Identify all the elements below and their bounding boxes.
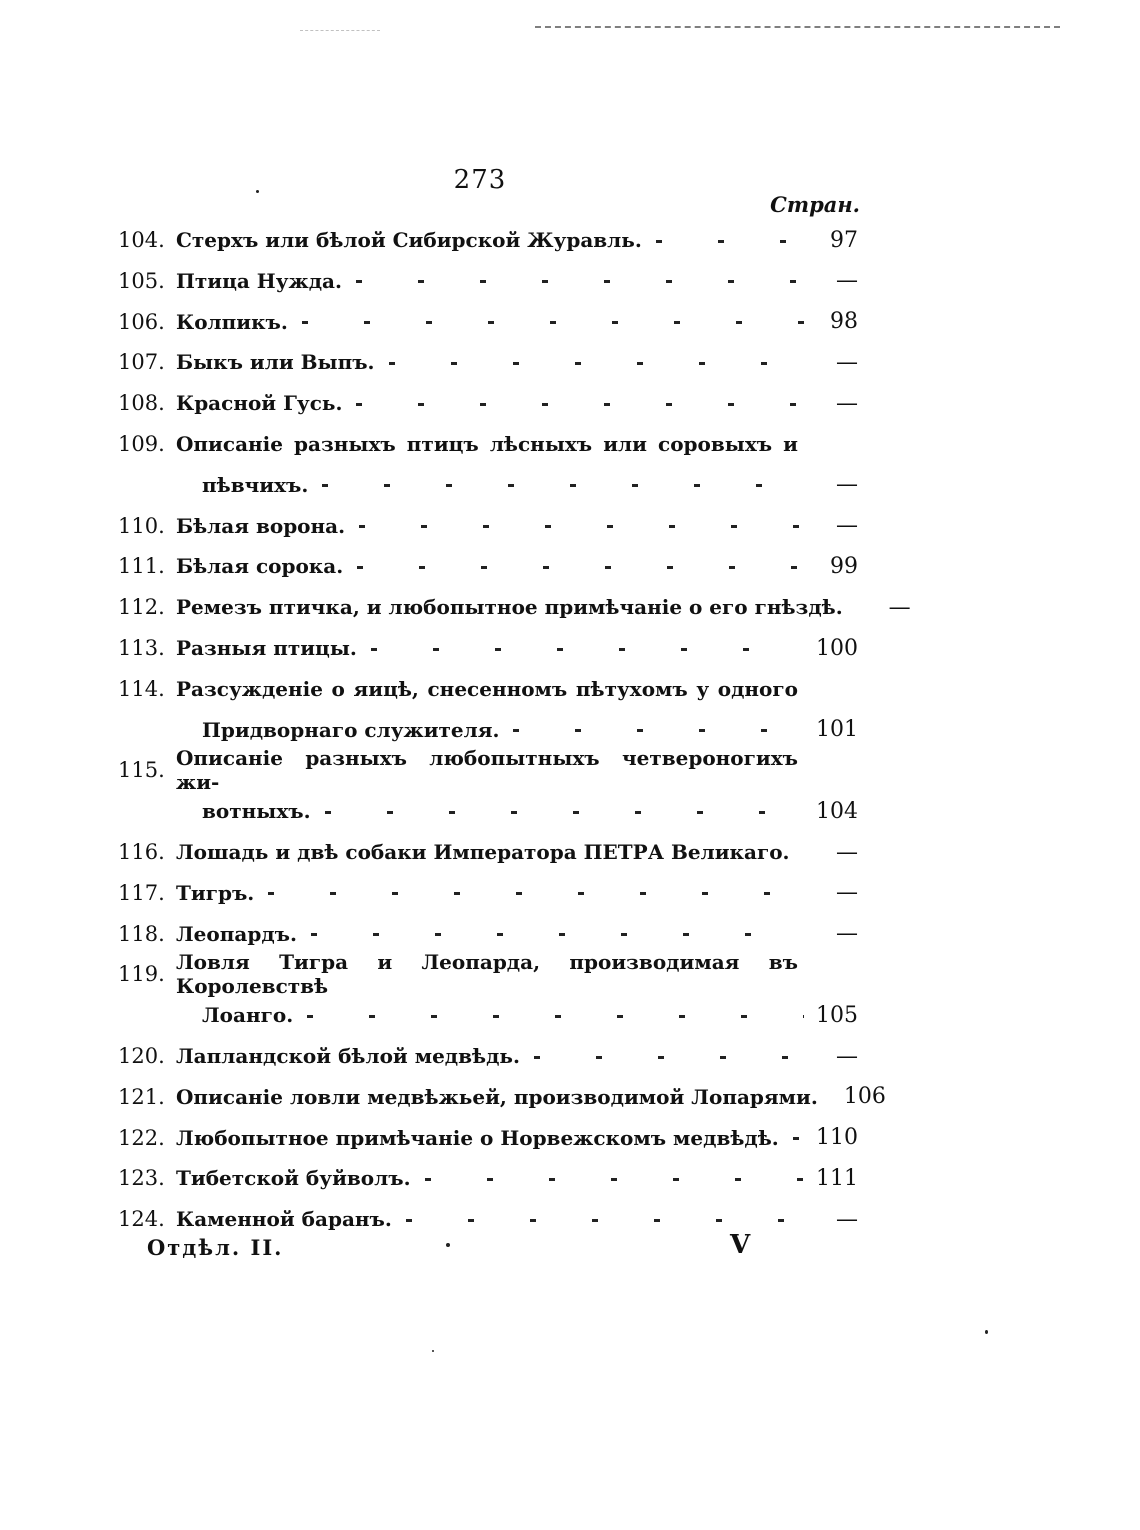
entry-title: Бѣлая сорока. (176, 554, 344, 579)
dot-leader (356, 403, 804, 406)
page-ref: 106 (843, 1084, 886, 1110)
top-rule (535, 26, 1060, 28)
entry-number: 107. (118, 350, 165, 375)
page-ref: 104 (816, 798, 858, 824)
entry-number: 120. (118, 1044, 165, 1068)
dot-leader (307, 1015, 804, 1018)
entry-number: 106. (118, 309, 165, 334)
dot-leader (322, 484, 804, 487)
page-ref: 110 (816, 1125, 858, 1151)
page-ref: 99 (830, 553, 858, 579)
page-ref: — (836, 472, 858, 498)
entry-title: Птица Нужда. (176, 268, 342, 293)
dot-leader (656, 240, 804, 243)
entry-number: 113. (118, 636, 165, 660)
dot-leader (406, 1219, 804, 1222)
page-ref: — (836, 268, 858, 294)
page-ref: 111 (816, 1165, 858, 1191)
entry-number: 105. (118, 268, 165, 293)
entry-title: Ловля Тигра и Леопарда, производимая въ Королевствѣ (176, 950, 798, 999)
entry-title: Описаніе ловли медвѣжьей, производимой Лопарями. (176, 1084, 818, 1109)
entry-title: Лошадь и двѣ собаки Императора ПЕТРА Великаго. (176, 840, 790, 864)
entry-number: 108. (118, 391, 165, 416)
entry-title: Стерхъ или бѣлой Сибирской Журавль. (176, 228, 642, 252)
page-ref: — (836, 839, 858, 865)
dot-leader (357, 566, 804, 569)
entry-title: Тибетской буйволъ. (176, 1166, 411, 1191)
entry-number: 104. (118, 228, 165, 252)
entry-number: 122. (118, 1125, 165, 1150)
toc-line (118, 424, 858, 464)
page-ref: 100 (816, 635, 858, 661)
dot-leader (793, 1137, 804, 1140)
column-header: Стран. (770, 192, 860, 217)
toc-line (118, 506, 858, 546)
toc-line (118, 832, 858, 872)
entry-number: 115. (118, 758, 165, 783)
entry-number: 116. (118, 840, 165, 864)
toc-line (118, 1118, 858, 1158)
entry-number: 111. (118, 554, 165, 579)
entry-title: Придворнаго служителя. (202, 717, 500, 742)
entry-title: Описаніе разныхъ птицъ лѣсныхъ или соровыхъ и (176, 432, 798, 456)
entry-title: Ремезъ птичка, и любопытное примѣчаніе о его гнѣздѣ. (176, 595, 843, 620)
entry-number: 119. (118, 962, 165, 987)
dot-leader (534, 1056, 804, 1059)
page-ref: 97 (830, 227, 858, 253)
page-ref: — (836, 1043, 858, 1069)
dot-leader (371, 648, 804, 651)
signature-mark: V (730, 1230, 751, 1260)
page-ref: — (836, 390, 858, 416)
dot-leader (302, 321, 804, 324)
entry-title: Леопардъ. (176, 921, 297, 946)
entry-number: 118. (118, 921, 165, 946)
entry-number: 114. (118, 676, 165, 701)
toc-line (118, 465, 858, 505)
dot-leader (356, 280, 804, 283)
page-ref: — (836, 1206, 858, 1232)
entry-title: Каменной баранъ. (176, 1207, 392, 1232)
toc-line (118, 1036, 858, 1076)
dot-leader (311, 933, 804, 936)
entry-title: Разныя птицы. (176, 636, 357, 660)
entry-title: пѣвчихъ. (202, 472, 309, 497)
toc-line (118, 995, 858, 1035)
entry-title: вотныхъ. (202, 799, 311, 824)
entry-title: Бѣлая ворона. (176, 513, 346, 538)
top-rule-left (300, 30, 380, 31)
toc-line (118, 628, 858, 668)
toc-line (118, 587, 911, 627)
dot-leader (425, 1178, 804, 1181)
page-number: 273 (453, 165, 507, 195)
entry-title: Быкъ или Выпъ. (176, 350, 375, 375)
toc-line (118, 873, 858, 913)
dot-leader (389, 362, 804, 365)
toc-line (118, 1077, 886, 1117)
toc-line (118, 342, 858, 382)
dot-leader (325, 811, 804, 814)
page-ref: — (888, 594, 911, 620)
toc-line (118, 302, 858, 342)
page-ref: 101 (816, 717, 858, 743)
speck (446, 1243, 450, 1247)
dot-leader (268, 892, 804, 895)
toc-line (118, 1158, 858, 1198)
toc-line (118, 669, 858, 709)
page-ref: — (836, 880, 858, 906)
page-ref: 105 (816, 1002, 858, 1028)
dot-leader (804, 852, 805, 855)
entry-title: Лоанго. (202, 1003, 294, 1028)
toc-line (118, 950, 858, 999)
dot-leader (513, 729, 804, 732)
page-ref: 98 (830, 309, 858, 335)
toc-line (118, 546, 858, 586)
entry-number: 124. (118, 1207, 165, 1232)
toc-line (118, 914, 858, 954)
entry-title: Разсужденіе о яицѣ, снесенномъ пѣтухомъ у одного (176, 676, 798, 701)
toc-line (118, 791, 858, 831)
page-ref: — (836, 349, 858, 375)
toc-line (118, 261, 858, 301)
page-ref: — (836, 921, 858, 947)
entry-title: Лапландской бѣлой медвѣдь. (176, 1044, 520, 1068)
entry-number: 112. (118, 595, 165, 620)
toc-line (118, 220, 858, 260)
entry-title: Красной Гусь. (176, 391, 343, 416)
toc-line (118, 746, 858, 795)
entry-number: 123. (118, 1166, 165, 1191)
entry-title: Любопытное примѣчаніе о Норвежскомъ медвѣдѣ. (176, 1125, 779, 1150)
entry-number: 110. (118, 513, 165, 538)
footer-section: Отдѣл. II. (147, 1235, 284, 1260)
toc-line (118, 383, 858, 423)
entry-number: 117. (118, 880, 165, 905)
speck (985, 1330, 988, 1334)
page-ref: — (836, 513, 858, 539)
entry-number: 109. (118, 432, 165, 456)
dot-leader (359, 525, 804, 528)
entry-number: 121. (118, 1084, 165, 1109)
entry-title: Описаніе разныхъ любопытныхъ четвероногихъ жи- (176, 746, 798, 795)
toc-line (118, 710, 858, 750)
entry-title: Тигръ. (176, 880, 255, 905)
entry-title: Колпикъ. (176, 309, 288, 334)
speck (432, 1350, 434, 1352)
